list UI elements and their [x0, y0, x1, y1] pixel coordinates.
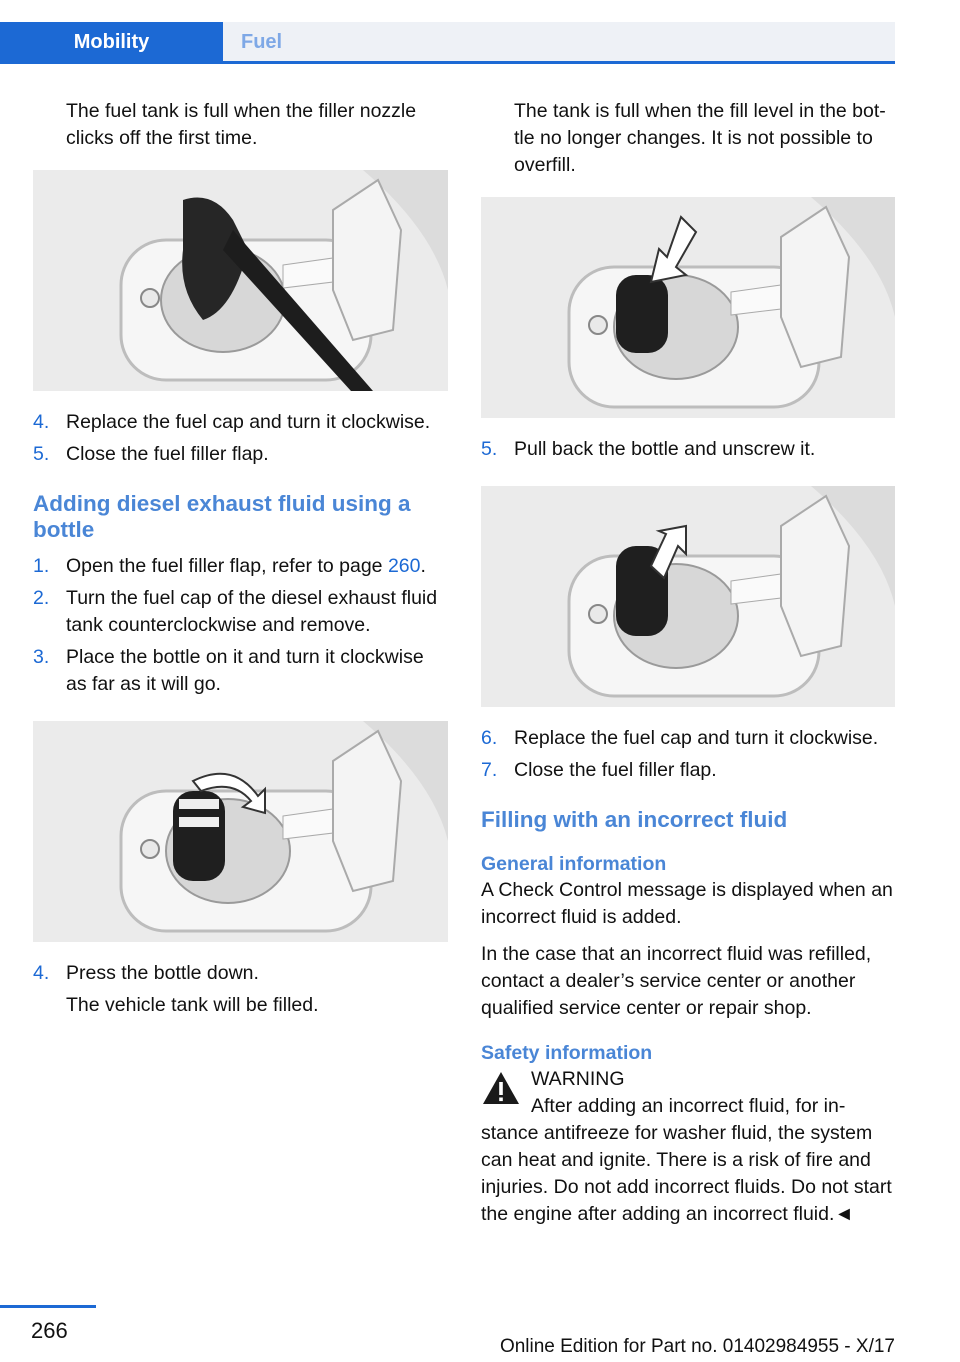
warning-block — [481, 1066, 895, 1120]
step-text: Pull back the bottle and unscrew it. — [514, 438, 816, 460]
paragraph: A Check Control message is displayed when an incorrect fluid is added. — [481, 879, 893, 928]
step-item — [481, 725, 895, 752]
warning-text-first: After adding an incorrect fluid, for in- — [531, 1095, 846, 1117]
intro-line: The fuel tank is full when the filler nozzle — [66, 100, 417, 122]
warning-text: stance antifreeze for washer fluid, the system can heat and ignite. There is a risk of fire and injuries. Do not add incorrect fluids. Do not start the engine after adding an incorrect fluid.◄ — [481, 1122, 892, 1225]
bottle-press-illustration — [481, 197, 895, 418]
intro-line: tle no longer changes. It is not possible to — [514, 127, 873, 149]
subsection-heading: Safety information — [481, 1042, 653, 1064]
tab-mobility[interactable]: Mobility — [0, 22, 223, 62]
intro-line: clicks off the first time. — [66, 127, 258, 149]
step-text: Turn the fuel cap of the diesel exhaust fluid tank counterclockwise and remove. — [66, 587, 438, 636]
step-item — [33, 585, 448, 639]
warning-triangle-icon — [481, 1070, 521, 1106]
step-number: 5. — [33, 443, 50, 465]
warning-label: WARNING — [531, 1068, 625, 1090]
intro-text — [481, 98, 895, 179]
bottle-turn-illustration — [33, 721, 448, 942]
step-item — [481, 757, 895, 784]
section-heading: Adding diesel exhaust fluid using a bottle — [33, 491, 411, 542]
step-item — [33, 553, 448, 580]
step-item — [33, 409, 448, 436]
section-heading: Filling with an incorrect fluid — [481, 807, 788, 832]
step-item — [33, 960, 448, 987]
intro-line: overfill. — [514, 154, 576, 176]
edition-note: Online Edition for Part no. 01402984955 - X/17 — [499, 1336, 895, 1357]
intro-line: The tank is full when the fill level in the bot- — [514, 100, 886, 122]
page-header — [0, 0, 960, 64]
step-item — [33, 441, 448, 468]
intro-text — [33, 98, 448, 152]
step-note: The vehicle tank will be filled. — [66, 994, 319, 1016]
step-number: 1. — [33, 555, 50, 577]
subsection-heading: General information — [481, 853, 667, 875]
step-text: Replace the fuel cap and turn it clockwise. — [514, 727, 879, 749]
step-text: Close the fuel filler flap. — [514, 759, 717, 781]
tab-fuel[interactable]: Fuel — [223, 22, 895, 62]
step-text: Press the bottle down. — [66, 962, 259, 984]
step-text: Replace the fuel cap and turn it clockwise. — [66, 411, 431, 433]
step-number: 3. — [33, 646, 50, 668]
step-text: Open the fuel filler flap, refer to page 260. — [66, 555, 426, 577]
step-number: 5. — [481, 438, 498, 460]
step-item — [481, 436, 895, 463]
footer-divider — [0, 1305, 96, 1308]
bottle-pull-back-illustration — [481, 486, 895, 707]
step-number: 7. — [481, 759, 498, 781]
step-number: 4. — [33, 411, 50, 433]
step-item — [33, 644, 448, 698]
step-number: 4. — [33, 962, 50, 984]
right-column — [481, 98, 895, 1228]
step-number: 6. — [481, 727, 498, 749]
header-divider — [0, 61, 895, 64]
paragraph: In the case that an incorrect fluid was refilled, contact a dealer’s service center or another qualified service center or repair shop. — [481, 943, 872, 1019]
step-text: Close the fuel filler flap. — [66, 443, 269, 465]
nozzle-refuel-illustration — [33, 170, 448, 391]
page-number: 266 — [31, 1318, 68, 1343]
step-number: 2. — [33, 587, 50, 609]
page-link[interactable]: 260 — [387, 555, 421, 577]
left-column — [33, 98, 448, 1019]
step-text: Place the bottle on it and turn it clockwise as far as it will go. — [66, 646, 424, 695]
